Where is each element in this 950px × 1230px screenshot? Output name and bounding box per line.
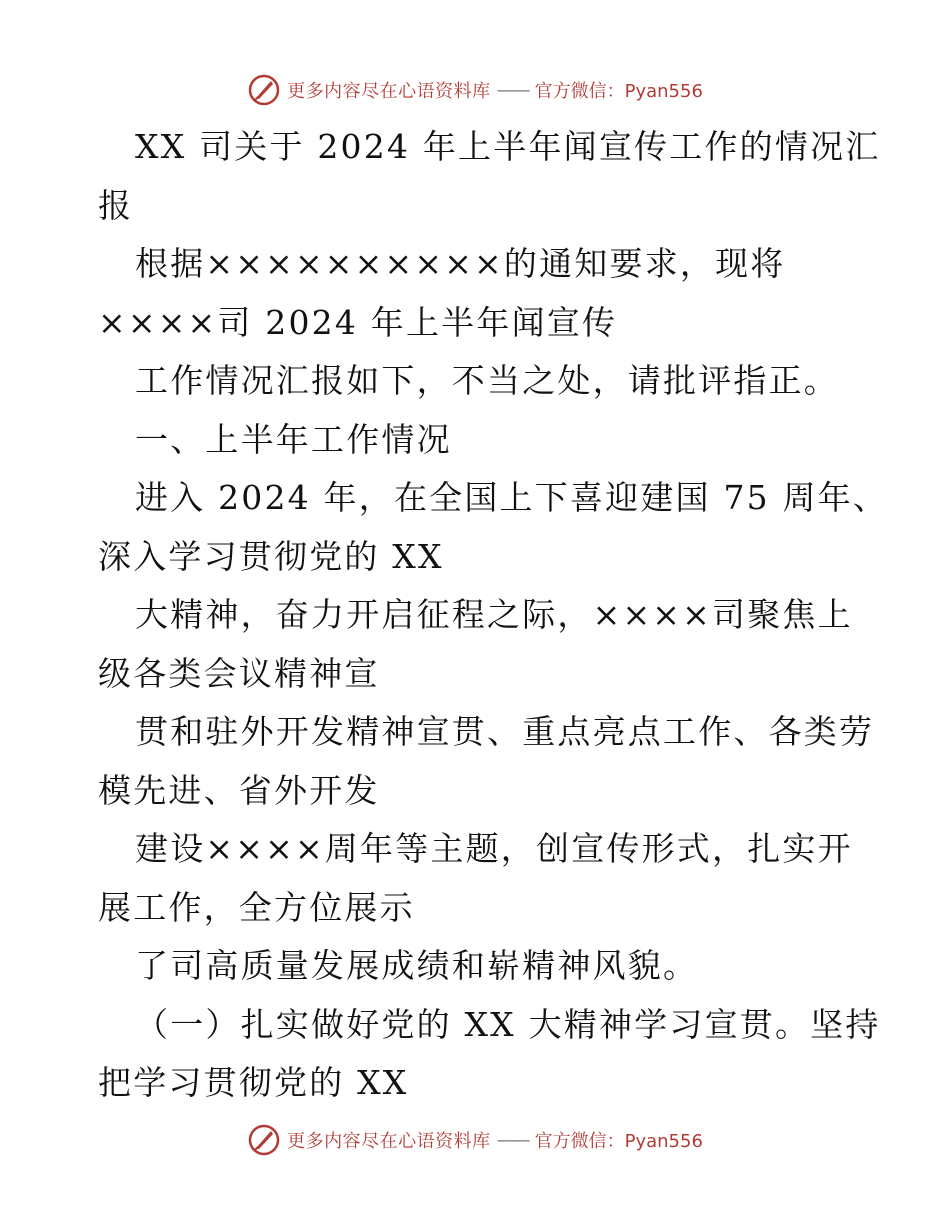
quill-logo-icon <box>247 73 281 107</box>
watermark-contact: 官方微信：Pyan556 <box>534 1131 703 1152</box>
document-line: 进入 2024 年，在全国上下喜迎建国 75 周年、 <box>135 478 889 517</box>
document-line: 深入学习贯彻党的 XX <box>98 536 444 576</box>
document-line: ××××司 2024 年上半年闻宣传 <box>98 302 618 342</box>
watermark-text: 更多内容尽在心语资料库 <box>287 81 491 102</box>
document-line: 展工作，全方位展示 <box>98 887 415 927</box>
watermark-dash: —— <box>496 1129 529 1151</box>
document-line: 模先进、省外开发 <box>98 770 380 810</box>
watermark-contact: 官方微信：Pyan556 <box>534 81 703 102</box>
watermark-header <box>0 70 950 110</box>
document-line: 报 <box>98 185 134 225</box>
document-line: 建设××××周年等主题，创宣传形式，扎实开 <box>135 829 853 868</box>
document-line: 级各类会议精神宣 <box>98 653 380 693</box>
watermark-footer <box>0 1120 950 1160</box>
document-line: 根据××××××××××的通知要求，现将 <box>135 244 786 283</box>
document-line: 工作情况汇报如下，不当之处，请批评指正。 <box>135 361 839 400</box>
document-line: 贯和驻外开发精神宣贯、重点亮点工作、各类劳 <box>135 712 875 751</box>
document-line: 了司高质量发展成绩和崭精神风貌。 <box>135 946 699 985</box>
document-line: （一）扎实做好党的 XX 大精神学习宣贯。坚持 <box>135 1004 881 1044</box>
document-line: 把学习贯彻党的 XX <box>98 1063 409 1102</box>
document-line: XX 司关于 2024 年上半年闻宣传工作的情况汇 <box>135 127 881 166</box>
quill-logo-icon <box>247 1123 281 1157</box>
document-line: 大精神，奋力开启征程之际，××××司聚焦上 <box>135 595 853 634</box>
document-line: 一、上半年工作情况 <box>135 419 452 459</box>
document-body <box>98 118 889 1113</box>
watermark-dash: —— <box>496 79 529 101</box>
watermark-text: 更多内容尽在心语资料库 <box>287 1131 491 1152</box>
